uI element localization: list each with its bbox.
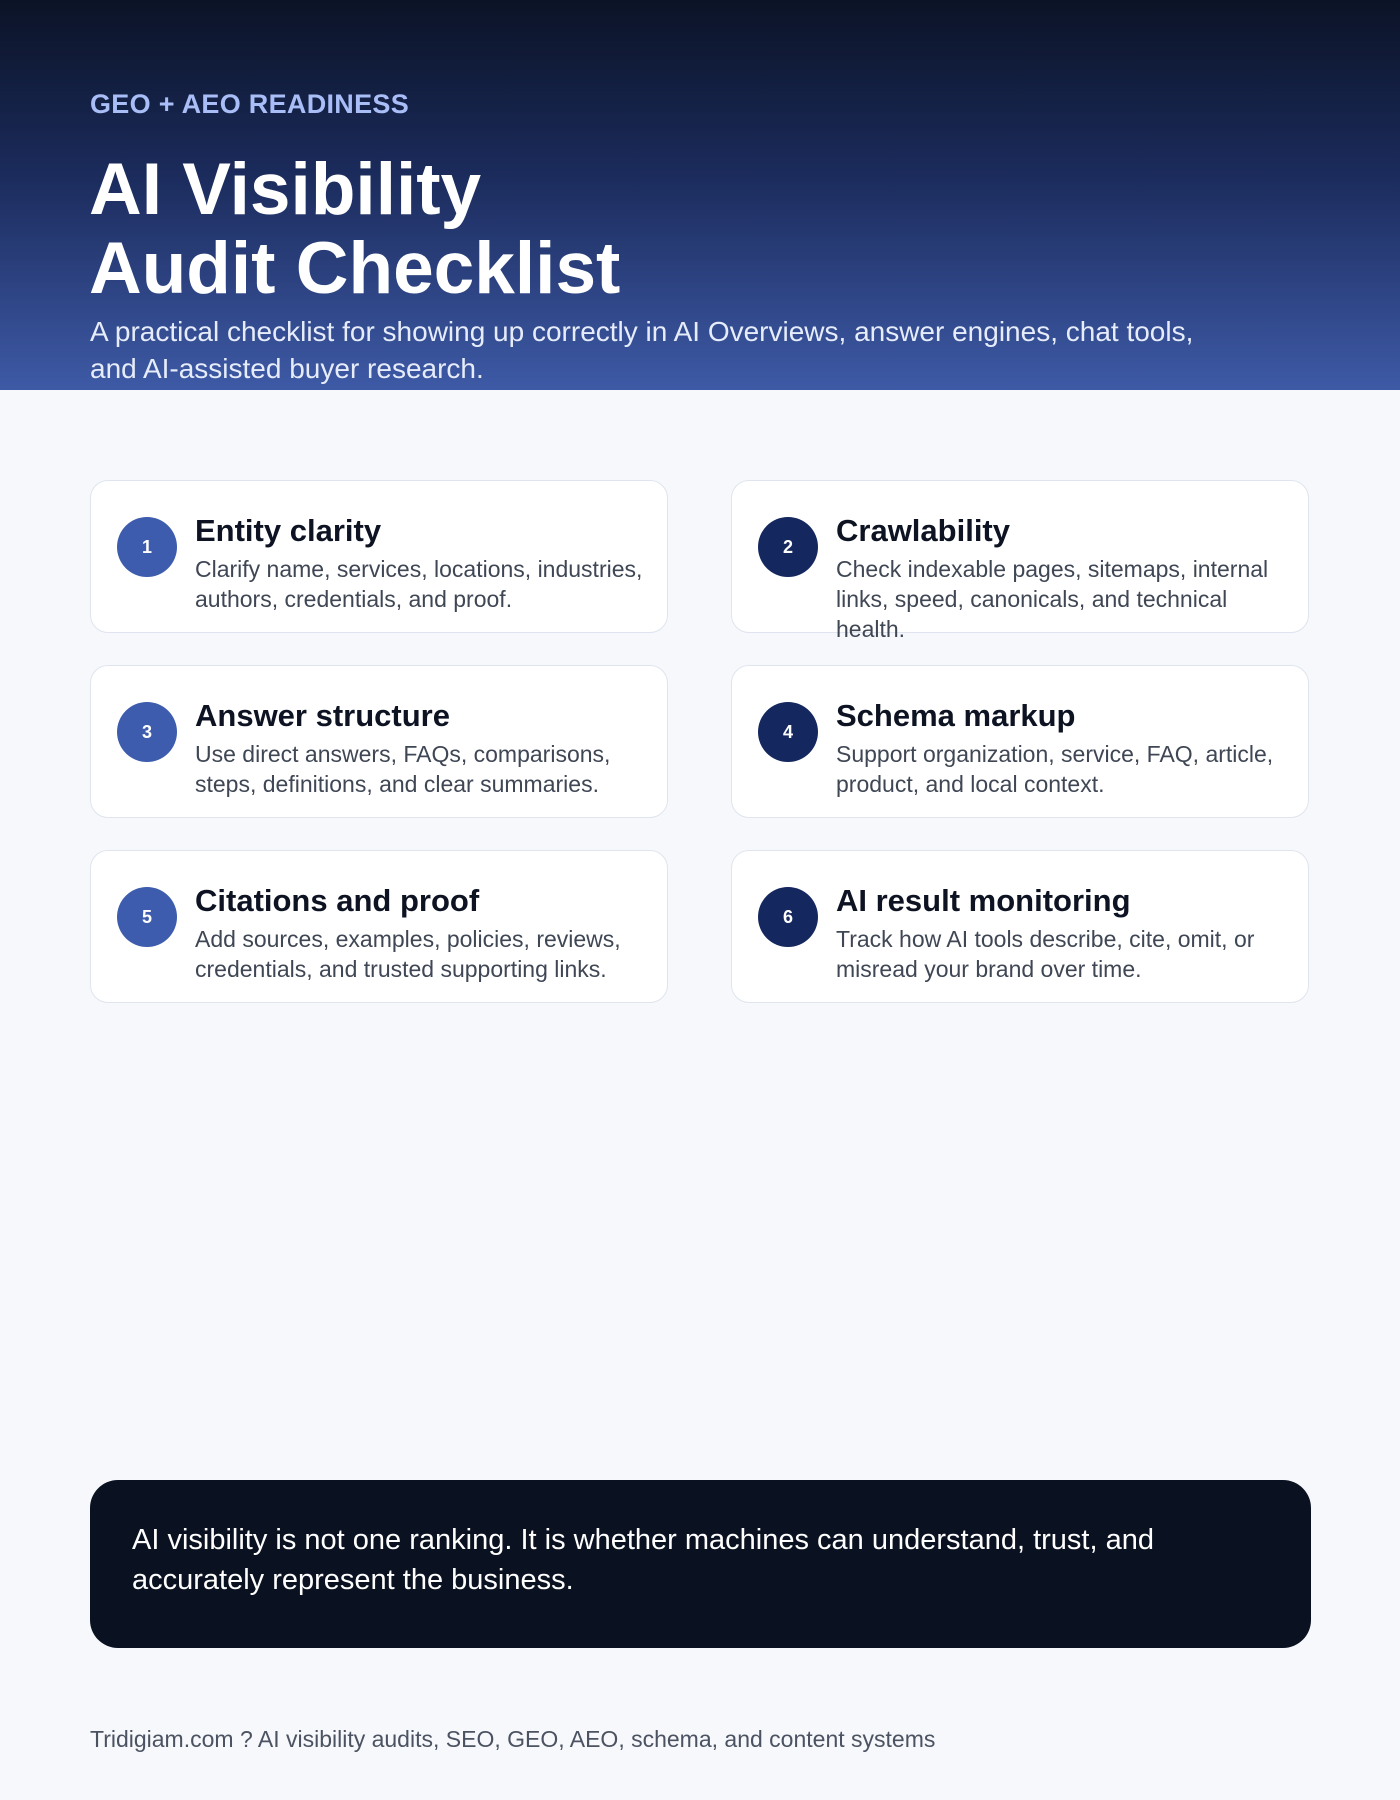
checklist-card-description: Check indexable pages, sitemaps, internal links, speed, canonicals, and technical health. xyxy=(836,556,1269,642)
page-title-line-1: AI Visibility xyxy=(89,149,482,230)
checklist-card-description: Use direct answers, FAQs, comparisons, steps, definitions, and clear summaries. xyxy=(195,741,611,797)
footer-text: Tridigiam.com ? AI visibility audits, SEO, GEO, AEO, schema, and content systems xyxy=(90,1726,936,1752)
eyebrow-label: GEO + AEO READINESS xyxy=(90,89,410,119)
checklist-card-schema-markup xyxy=(731,665,1309,818)
page-title-line-2: Audit Checklist xyxy=(89,228,621,309)
hero-header xyxy=(0,0,1400,390)
checklist-card-title: AI result monitoring xyxy=(836,883,1131,918)
step-number-badge: 2 xyxy=(758,517,818,577)
step-number-badge: 4 xyxy=(758,702,818,762)
checklist-card-description: Add sources, examples, policies, reviews, credentials, and trusted supporting links. xyxy=(195,926,621,982)
checklist-card-description: Support organization, service, FAQ, article, product, and local context. xyxy=(836,741,1274,797)
checklist-card-title: Answer structure xyxy=(195,698,450,733)
checklist-card-answer-structure xyxy=(90,665,668,818)
checklist-card-description: Clarify name, services, locations, industries, authors, credentials, and proof. xyxy=(195,556,643,612)
checklist-card-description: Track how AI tools describe, cite, omit, or misread your brand over time. xyxy=(836,926,1255,982)
page-subtitle: A practical checklist for showing up correctly in AI Overviews, answer engines, chat tools, and AI-assisted buyer research. xyxy=(90,316,1194,384)
checklist-card-ai-result-monitoring xyxy=(731,850,1309,1003)
step-number-badge: 3 xyxy=(117,702,177,762)
callout-text: AI visibility is not one ranking. It is whether machines can understand, trust, and accurately represent the business. xyxy=(132,1524,1154,1596)
key-insight-callout xyxy=(90,1480,1311,1648)
checklist-card-title: Schema markup xyxy=(836,698,1076,733)
checklist-card-title: Crawlability xyxy=(836,513,1010,548)
checklist-card-entity-clarity xyxy=(90,480,668,633)
checklist-card-crawlability xyxy=(731,480,1309,642)
step-number-badge: 1 xyxy=(117,517,177,577)
step-number-badge: 5 xyxy=(117,887,177,947)
checklist-card-title: Entity clarity xyxy=(195,513,382,548)
checklist-card-citations-and-proof xyxy=(90,850,668,1003)
checklist-card-title: Citations and proof xyxy=(195,883,480,918)
step-number-badge: 6 xyxy=(758,887,818,947)
page-title xyxy=(89,150,620,308)
